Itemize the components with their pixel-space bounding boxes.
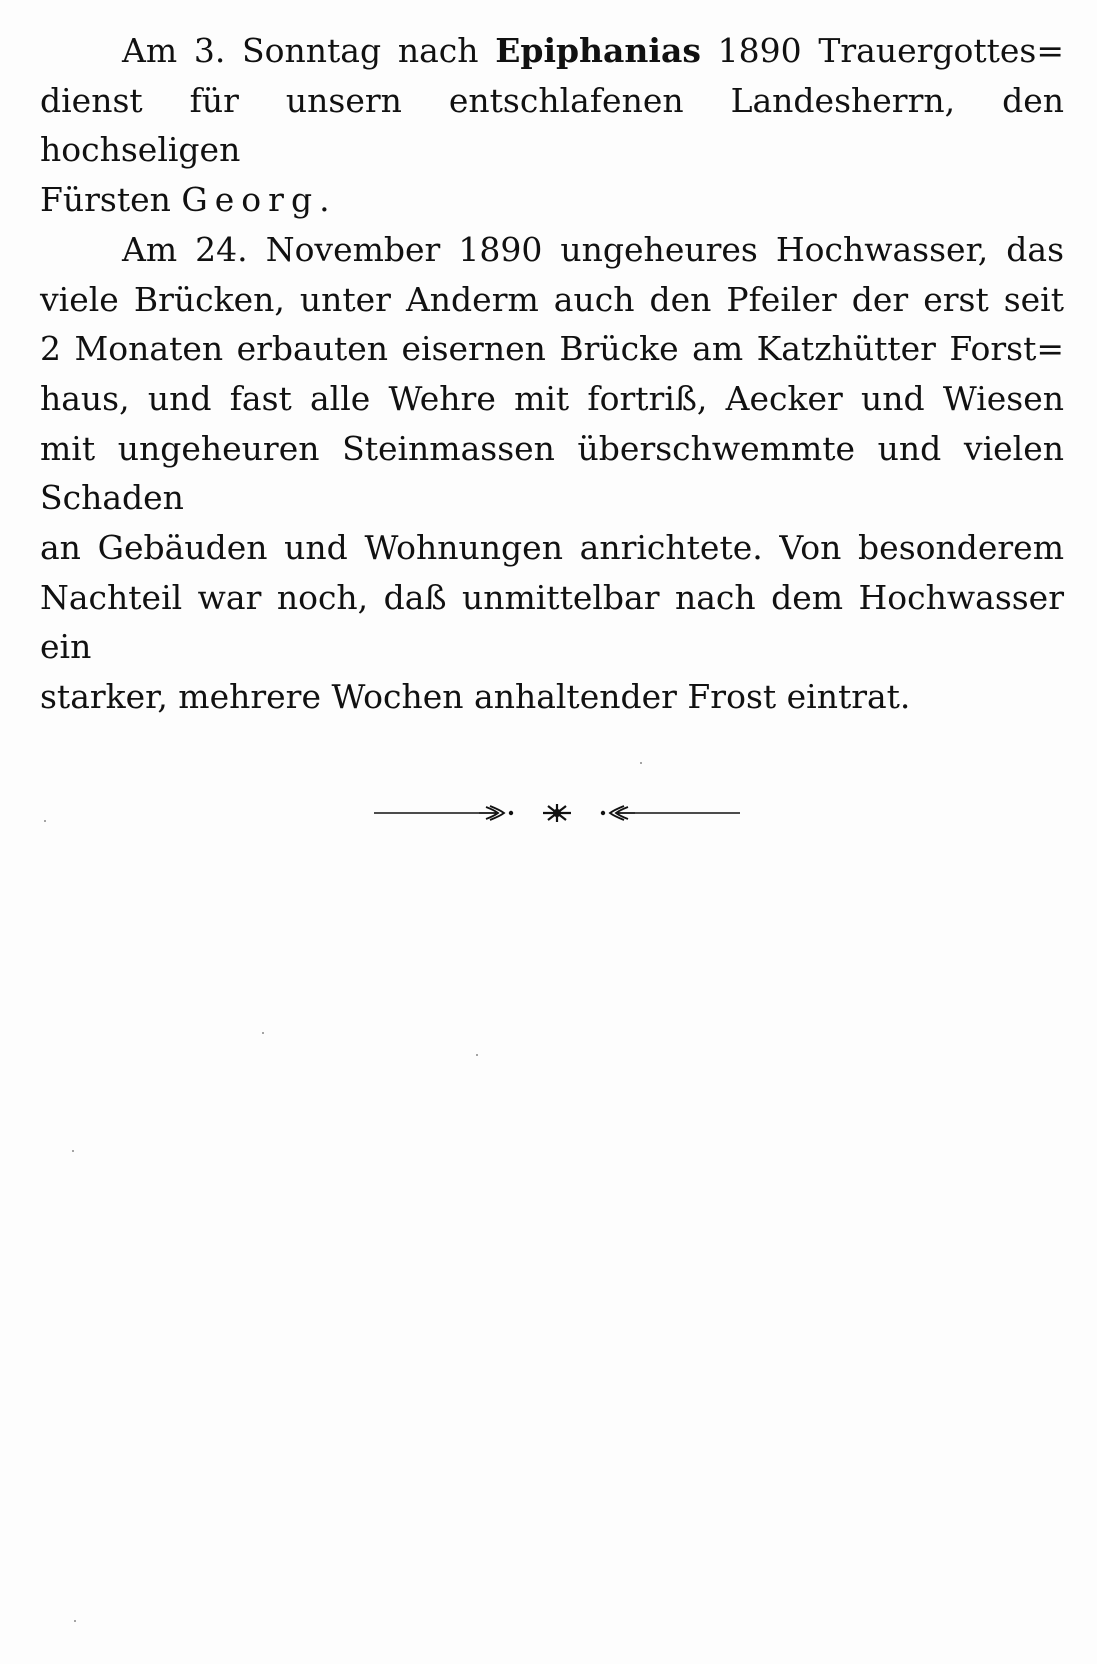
text-run: 2 Monaten erbauten eisernen Brücke am Katzhütter Forst= [40, 329, 1064, 369]
text-run: . [319, 180, 330, 220]
text-line [40, 26, 1064, 76]
body-text [40, 26, 1064, 722]
text-line [40, 76, 1064, 175]
text-line [40, 523, 1064, 573]
text-line [40, 324, 1064, 374]
text-run: Am 24. November 1890 ungeheures Hochwasser, das [122, 229, 1064, 269]
text-run: mit ungeheuren Steinmassen überschwemmte und vielen Schaden [40, 428, 1064, 518]
paragraph [40, 225, 1064, 722]
paper-speck [476, 1054, 478, 1056]
text-line [40, 424, 1064, 523]
spaced-name: Georg [181, 180, 320, 220]
paragraph [40, 26, 1064, 225]
paper-speck [640, 762, 642, 764]
text-run: viele Brücken, unter Anderm auch den Pfeiler der erst seit [40, 279, 1064, 319]
text-run: Fürsten [40, 180, 182, 220]
fleuron-divider-icon [374, 798, 740, 828]
text-line [40, 175, 1064, 225]
text-run: haus, und fast alle Wehre mit fortriß, Aecker und Wiesen [40, 378, 1064, 418]
text-run: dienst für unsern entschlafenen Landesherrn, den hochseligen [40, 80, 1064, 170]
paper-speck [262, 1032, 264, 1034]
text-run: an Gebäuden und Wohnungen anrichtete. Von besonderem [40, 528, 1064, 568]
text-run: starker, mehrere Wochen anhaltender Frost eintrat. [40, 677, 911, 717]
paper-speck [72, 1150, 74, 1152]
text-line [40, 225, 1064, 275]
paper-speck [74, 1620, 76, 1622]
text-run: 1890 Trauergottes= [700, 31, 1064, 70]
text-line [40, 573, 1064, 672]
text-line [40, 275, 1064, 325]
text-line [40, 672, 1064, 722]
text-line [40, 374, 1064, 424]
paper-speck [44, 820, 46, 822]
text-run: Am 3. Sonntag nach [122, 31, 496, 70]
text-run: Nachteil war noch, daß unmittelbar nach dem Hochwasser ein [40, 577, 1064, 667]
emphasis-text: Epiphanias [495, 31, 701, 70]
